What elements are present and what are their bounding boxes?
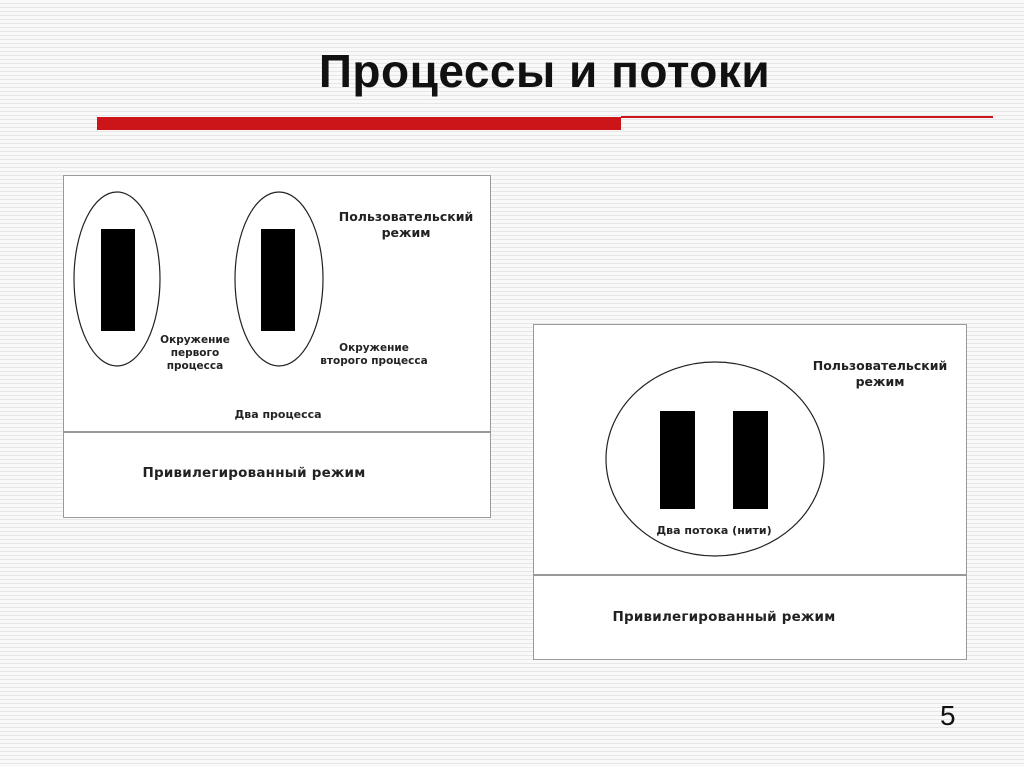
privileged-mode-label: Привилегированный режим [142, 465, 366, 481]
two-processes-caption: Два процесса [234, 408, 322, 421]
second-thread-block [733, 411, 768, 509]
page-number: 5 [940, 700, 956, 731]
user-mode-label-line2: режим [381, 224, 431, 240]
first-env-line1: Окружение [160, 334, 230, 346]
slide-title: Процессы и потоки [318, 45, 771, 97]
user-mode-label-line1: Пользовательский [812, 358, 948, 373]
two-processes-diagram [63, 175, 491, 518]
two-threads-caption: Два потока (нити) [656, 524, 772, 537]
second-env-line2: второго процесса [320, 355, 428, 368]
title-underline-thin [621, 116, 993, 118]
first-env-line2: первого [170, 347, 220, 360]
title-underline-thick [97, 117, 621, 130]
two-threads-diagram [533, 324, 967, 660]
first-process-thread-block [101, 229, 135, 331]
user-mode-label [800, 358, 960, 389]
first-thread-block [660, 411, 695, 509]
second-process-environment-label [314, 342, 434, 368]
privileged-mode-label: Привилегированный режим [612, 609, 836, 625]
first-process-environment-label [147, 334, 243, 373]
user-mode-label-line1: Пользовательский [338, 209, 474, 224]
second-env-line1: Окружение [339, 342, 409, 354]
first-env-line3: процесса [166, 360, 224, 373]
user-mode-label-line2: режим [855, 373, 905, 389]
user-mode-label [326, 209, 486, 240]
second-process-thread-block [261, 229, 295, 331]
